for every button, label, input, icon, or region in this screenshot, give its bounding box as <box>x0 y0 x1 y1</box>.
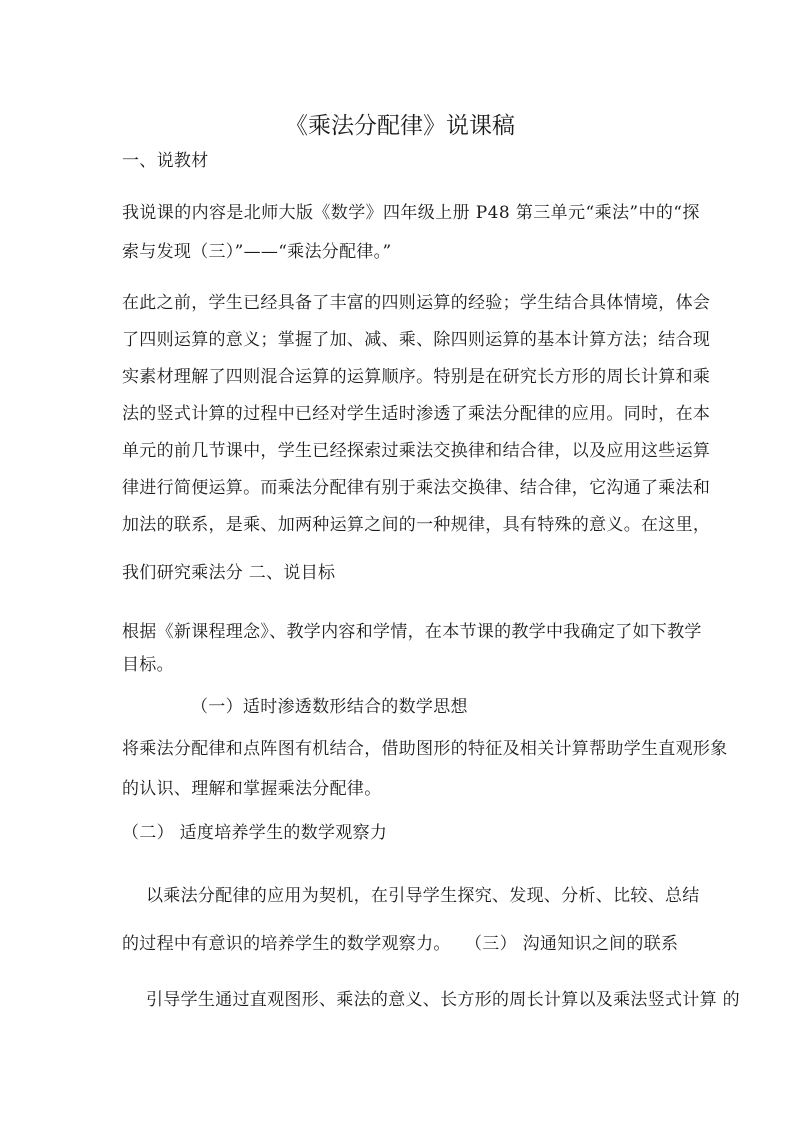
paragraph-2-line: 律进行简便运算。而乘法分配律有别于乘法交换律、结合律，它沟通了乘法和 <box>122 478 711 498</box>
paragraph-2-line: 在此之前，学生已经具备了丰富的四则运算的经验；学生结合具体情境，体会 <box>122 293 711 313</box>
paragraph-3-line-1: 根据《新课程理念》、教学内容和学情，在本节课的教学中我确定了如下教学 <box>122 622 702 642</box>
document-title: 《乘法分配律》说课稿 <box>285 113 515 139</box>
paragraph-1-line-1: 我说课的内容是北师大版《数学》四年级上册 P48 第三单元“乘法”中的“探 <box>122 203 700 223</box>
goal-1-line-2: 的认识、理解和掌握乘法分配律。 <box>122 779 382 799</box>
goal-1-heading: （一）适时渗透数形结合的数学思想 <box>191 697 468 717</box>
goal-2-heading: （二） 适度培养学生的数学观察力 <box>122 823 388 843</box>
paragraph-2-line: 实素材理解了四则混合运算的运算顺序。特别是在研究长方形的周长计算和乘 <box>122 367 711 387</box>
paragraph-1-line-2: 索与发现（三）”——“乘法分配律。” <box>122 242 392 262</box>
paragraph-2-line: 了四则运算的意义；掌握了加、减、乘、除四则运算的基本计算方法；结合现 <box>122 330 711 350</box>
paragraph-3-line-2: 目标。 <box>122 655 174 675</box>
goal-3-line-1: 引导学生通过直观图形、乘法的意义、长方形的周长计算以及乘法竖式计算 的 <box>146 990 740 1010</box>
goal-2-line-2: 的过程中有意识的培养学生的数学观察力。 <box>122 934 451 954</box>
goal-2-line-1: 以乘法分配律的应用为契机，在引导学生探究、发现、分析、比较、总结 <box>146 886 700 906</box>
goal-1-line-1: 将乘法分配律和点阵图有机结合，借助图形的特征及相关计算帮助学生直观形象 <box>122 739 728 759</box>
goal-3-heading: （三） 沟通知识之间的联系 <box>465 934 679 954</box>
paragraph-2-line: 加法的联系，是乘、加两种运算之间的一种规律，具有特殊的意义。在这里， <box>122 515 711 535</box>
paragraph-2-line: 法的竖式计算的过程中已经对学生适时渗透了乘法分配律的应用。同时，在本 <box>122 404 711 424</box>
paragraph-2-line-with-section-heading: 我们研究乘法分 二、说目标 <box>122 563 336 583</box>
paragraph-2-line: 单元的前几节课中，学生已经探索过乘法交换律和结合律，以及应用这些运算 <box>122 441 711 461</box>
section-heading-teaching-material: 一、说教材 <box>122 151 209 171</box>
